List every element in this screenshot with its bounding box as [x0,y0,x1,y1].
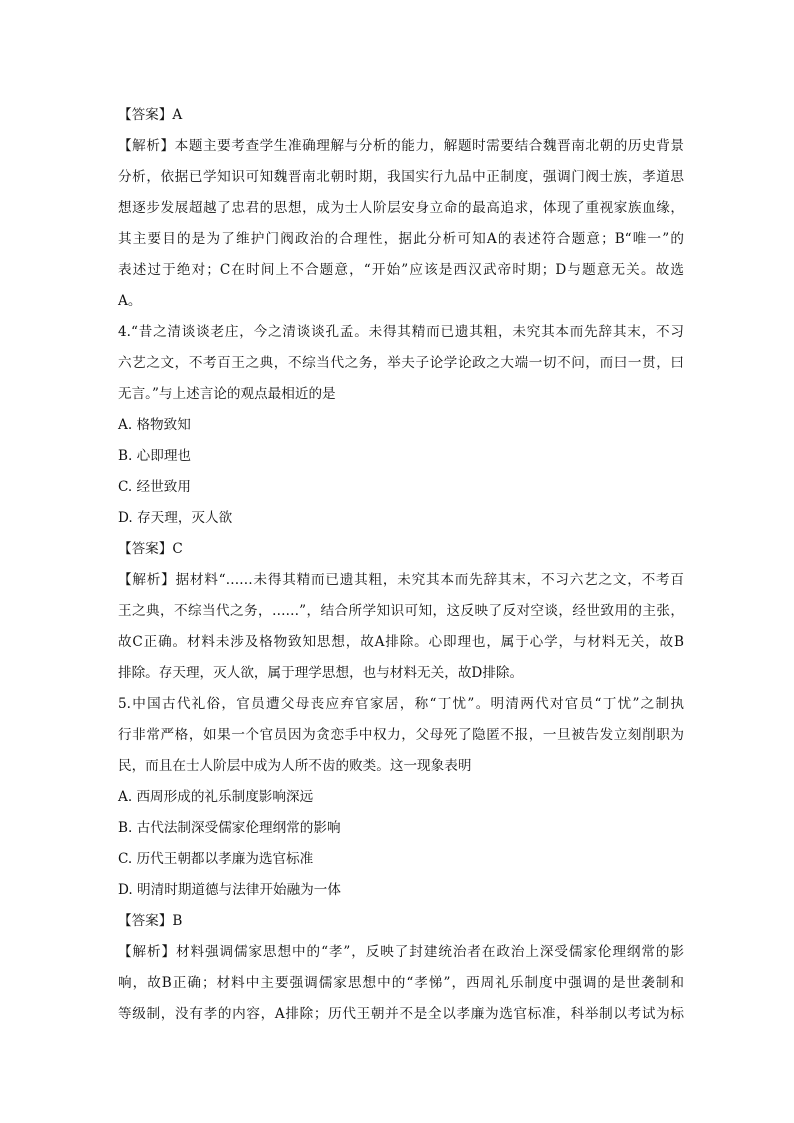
q5-analysis-line: 等级制，没有孝的内容，A排除；历代王朝并不是全以孝廉为选官标准，科举制以考试为标 [118,1006,684,1022]
q5-analysis-line: 响，故B正确；材料中主要强调儒家思想中的“孝悌”，西周礼乐制度中强调的是世袭制和 [118,975,684,991]
q3-analysis-line: 分析，依据已学知识可知魏晋南北朝时期，我国实行九品中正制度，强调门阀士族，孝道思 [118,169,684,185]
q5-stem-line: 5.中国古代礼俗，官员遭父母丧应弃官家居，称“丁忧”。明清两代对官员“丁忧”之制执 [118,696,684,712]
q5-stem-line: 行非常严格，如果一个官员因为贪恋手中权力，父母死了隐匿不报，一旦被告发立刻削职为 [118,727,684,743]
q5-option-c: C. 历代王朝都以孝廉为选官标准 [118,851,314,867]
q4-stem-line: 无言。”与上述言论的观点最相近的是 [118,386,336,402]
q3-analysis-line: 【解析】本题主要考查学生准确理解与分析的能力，解题时需要结合魏晋南北朝的历史背景 [118,138,684,154]
q4-option-d: D. 存天理，灭人欲 [118,510,233,526]
q5-option-d: D. 明清时期道德与法律开始融为一体 [118,882,341,898]
q3-answer: 【答案】A [118,107,183,123]
q4-analysis-line: 排除。存天理，灭人欲，属于理学思想，也与材料无关，故D排除。 [118,665,524,681]
q4-answer: 【答案】C [118,541,183,557]
q4-option-a: A. 格物致知 [118,417,191,433]
q5-stem-line: 民，而且在士人阶层中成为人所不齿的败类。这一现象表明 [118,758,472,774]
q4-stem-line: 4.“昔之清谈谈老庄，今之清谈谈孔孟。未得其精而已遗其粗，未究其本而先辞其末，不习 [118,324,684,340]
document-page [118,100,684,1030]
q5-option-b: B. 古代法制深受儒家伦理纲常的影响 [118,820,341,836]
q5-option-a: A. 西周形成的礼乐制度影响深远 [118,789,314,805]
q3-analysis-line: 想逐步发展超越了忠君的思想，成为士人阶层安身立命的最高追求，体现了重视家族血缘， [118,200,684,216]
q3-analysis-line: 表述过于绝对；C在时间上不合题意，“开始”应该是西汉武帝时期；D与题意无关。故选 [118,262,684,278]
q4-analysis-line: 故C正确。材料未涉及格物致知思想，故A排除。心即理也，属于心学，与材料无关，故B [118,634,684,650]
q4-stem-line: 六艺之文，不考百王之典，不综当代之务，举夫子论学论政之大端一切不问，而曰一贯，曰 [118,355,684,371]
q3-analysis-line: A。 [118,293,142,309]
q4-analysis-line: 【解析】据材料“……未得其精而已遗其粗，未究其本而先辞其末，不习六艺之文，不考百 [118,572,684,588]
q4-analysis-line: 王之典，不综当代之务，……”，结合所学知识可知，这反映了反对空谈，经世致用的主张， [118,603,684,619]
q4-option-c: C. 经世致用 [118,479,191,495]
q3-analysis-line: 其主要目的是为了维护门阀政治的合理性，据此分析可知A的表述符合题意；B“唯一”的 [118,231,684,247]
q5-answer: 【答案】B [118,913,183,929]
q5-analysis-line: 【解析】材料强调儒家思想中的“孝”，反映了封建统治者在政治上深受儒家伦理纲常的影 [118,944,684,960]
q4-option-b: B. 心即理也 [118,448,192,464]
